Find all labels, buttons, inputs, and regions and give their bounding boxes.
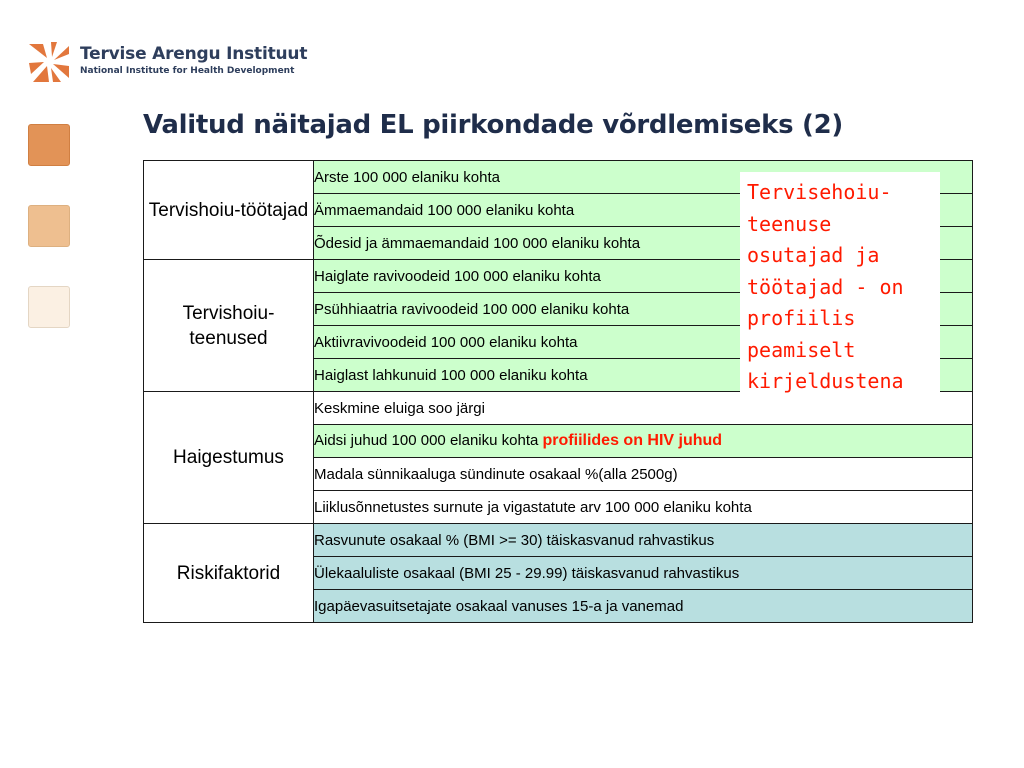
indicator-cell: Ülekaaluliste osakaal (BMI 25 - 29.99) täiskasvanud rahvastikus bbox=[314, 557, 973, 590]
callout-line: peamiselt bbox=[747, 337, 856, 362]
category-cell: Riskifaktorid bbox=[144, 524, 314, 623]
callout-line: profiilis bbox=[747, 306, 856, 330]
decorative-swatch-light bbox=[28, 286, 70, 328]
callout-line: kirjeldustena bbox=[747, 369, 904, 393]
indicator-cell: Aktiivravivoodeid 100 000 elaniku kohta bbox=[314, 326, 973, 359]
tai-logo-icon bbox=[27, 40, 71, 84]
indicator-cell: Keskmine eluiga soo järgi bbox=[314, 392, 973, 425]
decorative-swatch-medium bbox=[28, 205, 70, 247]
indicator-cell: Psühhiaatria ravivoodeid 100 000 elaniku kohta bbox=[314, 293, 973, 326]
indicator-cell: Madala sünnikaaluga sündinute osakaal %(alla 2500g) bbox=[314, 458, 973, 491]
category-cell: Tervishoiu-töötajad bbox=[144, 161, 314, 260]
callout-line: osutajad ja bbox=[747, 243, 880, 267]
callout-line: teenuse bbox=[747, 211, 832, 236]
indicator-cell: Arste 100 000 elaniku kohta bbox=[314, 161, 973, 194]
indicator-cell: Rasvunute osakaal % (BMI >= 30) täiskasvanud rahvastikus bbox=[314, 524, 973, 557]
indicator-cell: Haiglate ravivoodeid 100 000 elaniku kohta bbox=[314, 260, 973, 293]
callout-line: töötajad - on bbox=[747, 274, 904, 299]
org-name: Tervise Arengu Instituut bbox=[80, 44, 308, 64]
highlight-note: profiilides on HIV juhud bbox=[542, 432, 723, 449]
callout-note bbox=[740, 172, 940, 402]
org-subtitle: National Institute for Health Development bbox=[80, 66, 295, 76]
callout-line: Tervisehoiu- bbox=[747, 180, 892, 204]
indicator-cell: Igapäevasuitsetajate osakaal vanuses 15-a ja vanemad bbox=[314, 590, 973, 623]
table-row bbox=[144, 524, 973, 557]
indicator-cell: Õdesid ja ämmaemandaid 100 000 elaniku kohta bbox=[314, 227, 973, 260]
indicator-cell: Haiglast lahkunuid 100 000 elaniku kohta bbox=[314, 359, 973, 392]
slide-title: Valitud näitajad EL piirkondade võrdlemiseks (2) bbox=[143, 110, 843, 140]
indicator-cell bbox=[314, 425, 973, 458]
indicator-cell: Liiklusõnnetustes surnute ja vigastatute arv 100 000 elaniku kohta bbox=[314, 491, 973, 524]
category-cell: Haigestumus bbox=[144, 392, 314, 524]
decorative-swatch-dark bbox=[28, 124, 70, 166]
indicator-text: Aidsi juhud 100 000 elaniku kohta bbox=[314, 432, 539, 449]
indicator-cell: Ämmaemandaid 100 000 elaniku kohta bbox=[314, 194, 973, 227]
category-cell: Tervishoiu-teenused bbox=[144, 260, 314, 392]
institute-logo bbox=[27, 40, 308, 86]
